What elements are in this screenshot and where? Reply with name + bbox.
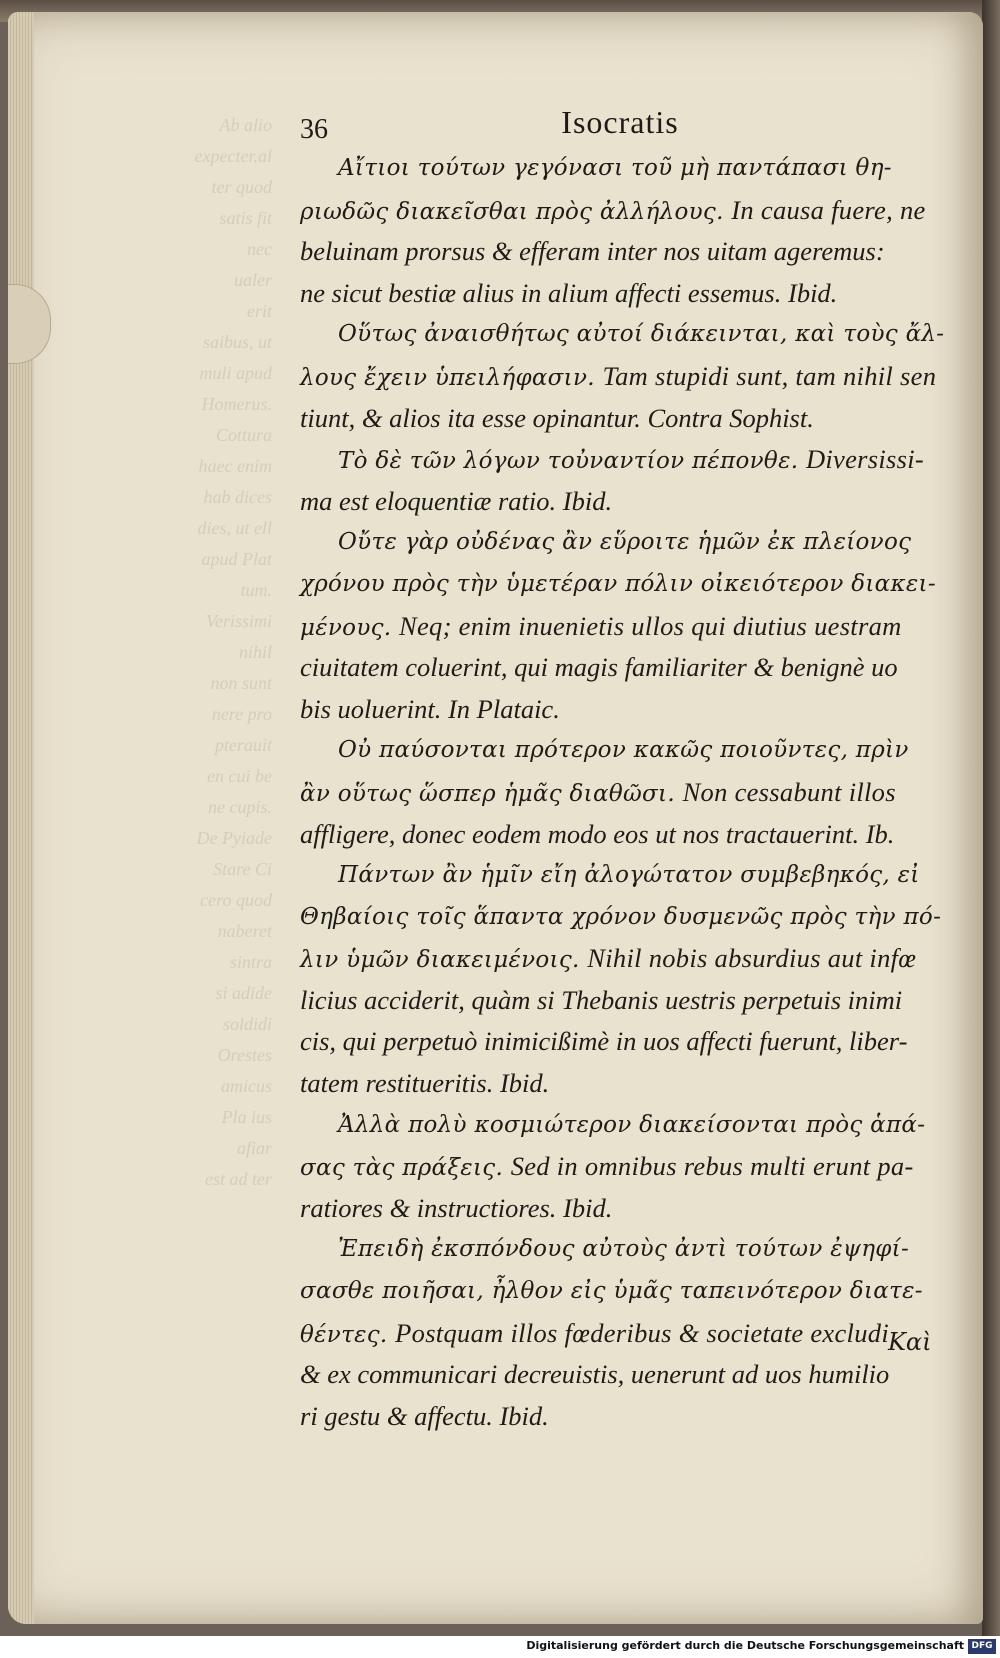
text-line-main: tatem restitueritis. Ibid.	[300, 1068, 550, 1099]
credit-text: Digitalisierung gefördert durch die Deutsche Forschungsgemeinschaft	[526, 1639, 964, 1652]
page-stack-edge	[8, 12, 34, 1624]
text-line	[300, 689, 950, 731]
text-line-main: Πάντων ἂν ἡμῖν εἴη ἀλογώτατον συμβεβηκός, εἰ	[338, 862, 920, 889]
text-line	[300, 1105, 950, 1147]
running-title: Isocratis	[561, 104, 679, 140]
text-line-main: tiunt, & alios ita esse opinantur. Contra Sophist.	[300, 402, 814, 433]
text-line-main: θέντες.	[300, 1321, 396, 1348]
text-line-main: affligere, donec eodem modo eos ut nos tractauerint. Ib.	[300, 818, 895, 849]
text-line-main: μένους.	[300, 614, 400, 641]
text-line-main: Ἀλλὰ πολὺ κοσμιώτερον διακείσονται πρὸς ἁπά-	[338, 1111, 926, 1138]
text-line	[300, 356, 950, 398]
text-line-main: cis, qui perpetuò inimicißimè in uos affecti fuerunt, liber-	[300, 1026, 908, 1057]
text-line	[300, 772, 950, 814]
text-line-main: Αἴτιοι τούτων γεγόνασι τοῦ μὴ παντάπασι θη-	[338, 155, 892, 181]
page-number: 36	[300, 114, 328, 145]
text-line-latin: Non cessabunt illos	[682, 776, 896, 807]
book-board-edge	[982, 0, 1000, 1658]
catchword: Καὶ	[888, 1328, 932, 1356]
text-line	[300, 481, 950, 523]
text-line-main: ciuitatem coluerint, qui magis familiariter & benignè uo	[300, 652, 898, 683]
text-line-main: ri gestu & affectu. Ibid.	[300, 1400, 549, 1431]
text-line	[300, 1313, 950, 1355]
text-line-main: licius acciderit, quàm si Thebanis uestris perpetuis inimi	[300, 984, 903, 1015]
text-line	[300, 897, 950, 939]
text-line-main: ma est eloquentiæ ratio. Ibid.	[300, 485, 613, 516]
text-line	[300, 730, 950, 772]
text-line-main: λους ἔχειν ὑπειλήφασιν.	[300, 364, 603, 391]
text-line	[300, 980, 950, 1022]
text-line-latin: Neq; enim inuenietis ullos qui diutius uestram	[399, 610, 902, 641]
text-line	[300, 564, 950, 606]
text-line	[300, 938, 950, 980]
text-line-main: beluinam prorsus & efferam inter nos uitam ageremus:	[300, 236, 885, 267]
thumb-index-tab	[8, 284, 51, 364]
text-line	[300, 231, 950, 273]
page-header	[300, 102, 940, 146]
text-line-main: Θηβαίοις τοῖς ἅπαντα χρόνον δυσμενῶς πρὸς τὴν πό-	[300, 903, 942, 930]
text-line-main: & ex communicari decreuistis, uenerunt ad uos humilio	[300, 1359, 890, 1390]
main-text-block	[300, 148, 950, 1437]
text-line	[300, 273, 950, 315]
text-line-main: ριωδῶς διακεῖσθαι πρὸς ἀλλήλους.	[300, 198, 732, 225]
text-line-main: λιν ὑμῶν διακειμένοις.	[300, 947, 588, 974]
text-line	[300, 314, 950, 356]
text-line-latin: Tam stupidi sunt, tam nihil sen	[602, 360, 937, 391]
text-line-main: ne sicut bestiæ alius in alium affecti essemus. Ibid.	[300, 277, 838, 308]
text-line	[300, 647, 950, 689]
text-line	[300, 606, 950, 648]
dfg-logo-icon: DFG	[968, 1639, 996, 1654]
text-line	[300, 1021, 950, 1063]
text-line	[300, 522, 950, 564]
text-line	[300, 148, 950, 190]
text-line-main: χρόνου πρὸς τὴν ὑμετέραν πόλιν οἰκειότερον διακει-	[300, 570, 936, 597]
text-line	[300, 1229, 950, 1271]
text-line	[300, 190, 950, 232]
text-line	[300, 1354, 950, 1396]
text-line-main: ratiores & instructiores. Ibid.	[300, 1192, 613, 1223]
text-line	[300, 1146, 950, 1188]
text-line-main: σας τὰς πράξεις.	[300, 1155, 511, 1182]
text-line-latin: Diversissi-	[805, 444, 925, 475]
text-line-main: Οὐ παύσονται πρότερον κακῶς ποιοῦντες, πρὶν	[338, 737, 909, 764]
credit-footer	[0, 1636, 1000, 1658]
text-line-main: σασθε ποιῆσαι, ἦλθον εἰς ὑμᾶς ταπεινότερον διατε-	[300, 1278, 923, 1305]
text-line-main: Τὸ δὲ τῶν λόγων τοὐναντίον πέπονθε.	[338, 448, 806, 475]
text-line	[300, 1271, 950, 1313]
text-line	[300, 814, 950, 856]
text-line	[300, 439, 950, 481]
bleed-through-text: Ab alio expecter.al ter quod satis fit nec ualer erit saibus, ut muli apud Homerus. Cottura haec enim hab dices dies, ut ell apud Plat tum. Verissimi nihil non sunt nere pro pterauit en cui be ne cupis. De Pyiade Stare Ci cero quod naberet sintra si adide soldidi Orestes amicus Pla ius afiar est ad ter	[194, 115, 272, 1189]
text-line	[300, 1188, 950, 1230]
text-line	[300, 1396, 950, 1438]
text-line-main: Ἐπειδὴ ἐκσπόνδους αὐτοὺς ἀντὶ τούτων ἐψηφί-	[338, 1236, 910, 1263]
text-line-main: Οὕτως ἀναισθήτως αὐτοί διάκεινται, καὶ τοὺς ἄλ-	[338, 321, 945, 348]
text-line-latin: Nihil nobis absurdius aut infœ	[587, 943, 917, 974]
text-line-main: Οὔτε γὰρ οὐδένας ἂν εὕροιτε ἡμῶν ἐκ πλείονος	[338, 529, 912, 556]
text-line-main: ἂν οὕτως ὥσπερ ἡμᾶς διαθῶσι.	[300, 780, 683, 807]
text-line-main: bis uoluerint. In Plataic.	[300, 693, 560, 724]
text-line-latin: In causa fuere, ne	[731, 194, 926, 225]
text-line-latin: Sed in omnibus rebus multi erunt pa-	[510, 1151, 914, 1182]
text-line	[300, 1063, 950, 1105]
text-line	[300, 398, 950, 440]
text-line	[300, 855, 950, 897]
text-line-latin: Postquam illos fœderibus & societate excludi	[395, 1317, 889, 1348]
